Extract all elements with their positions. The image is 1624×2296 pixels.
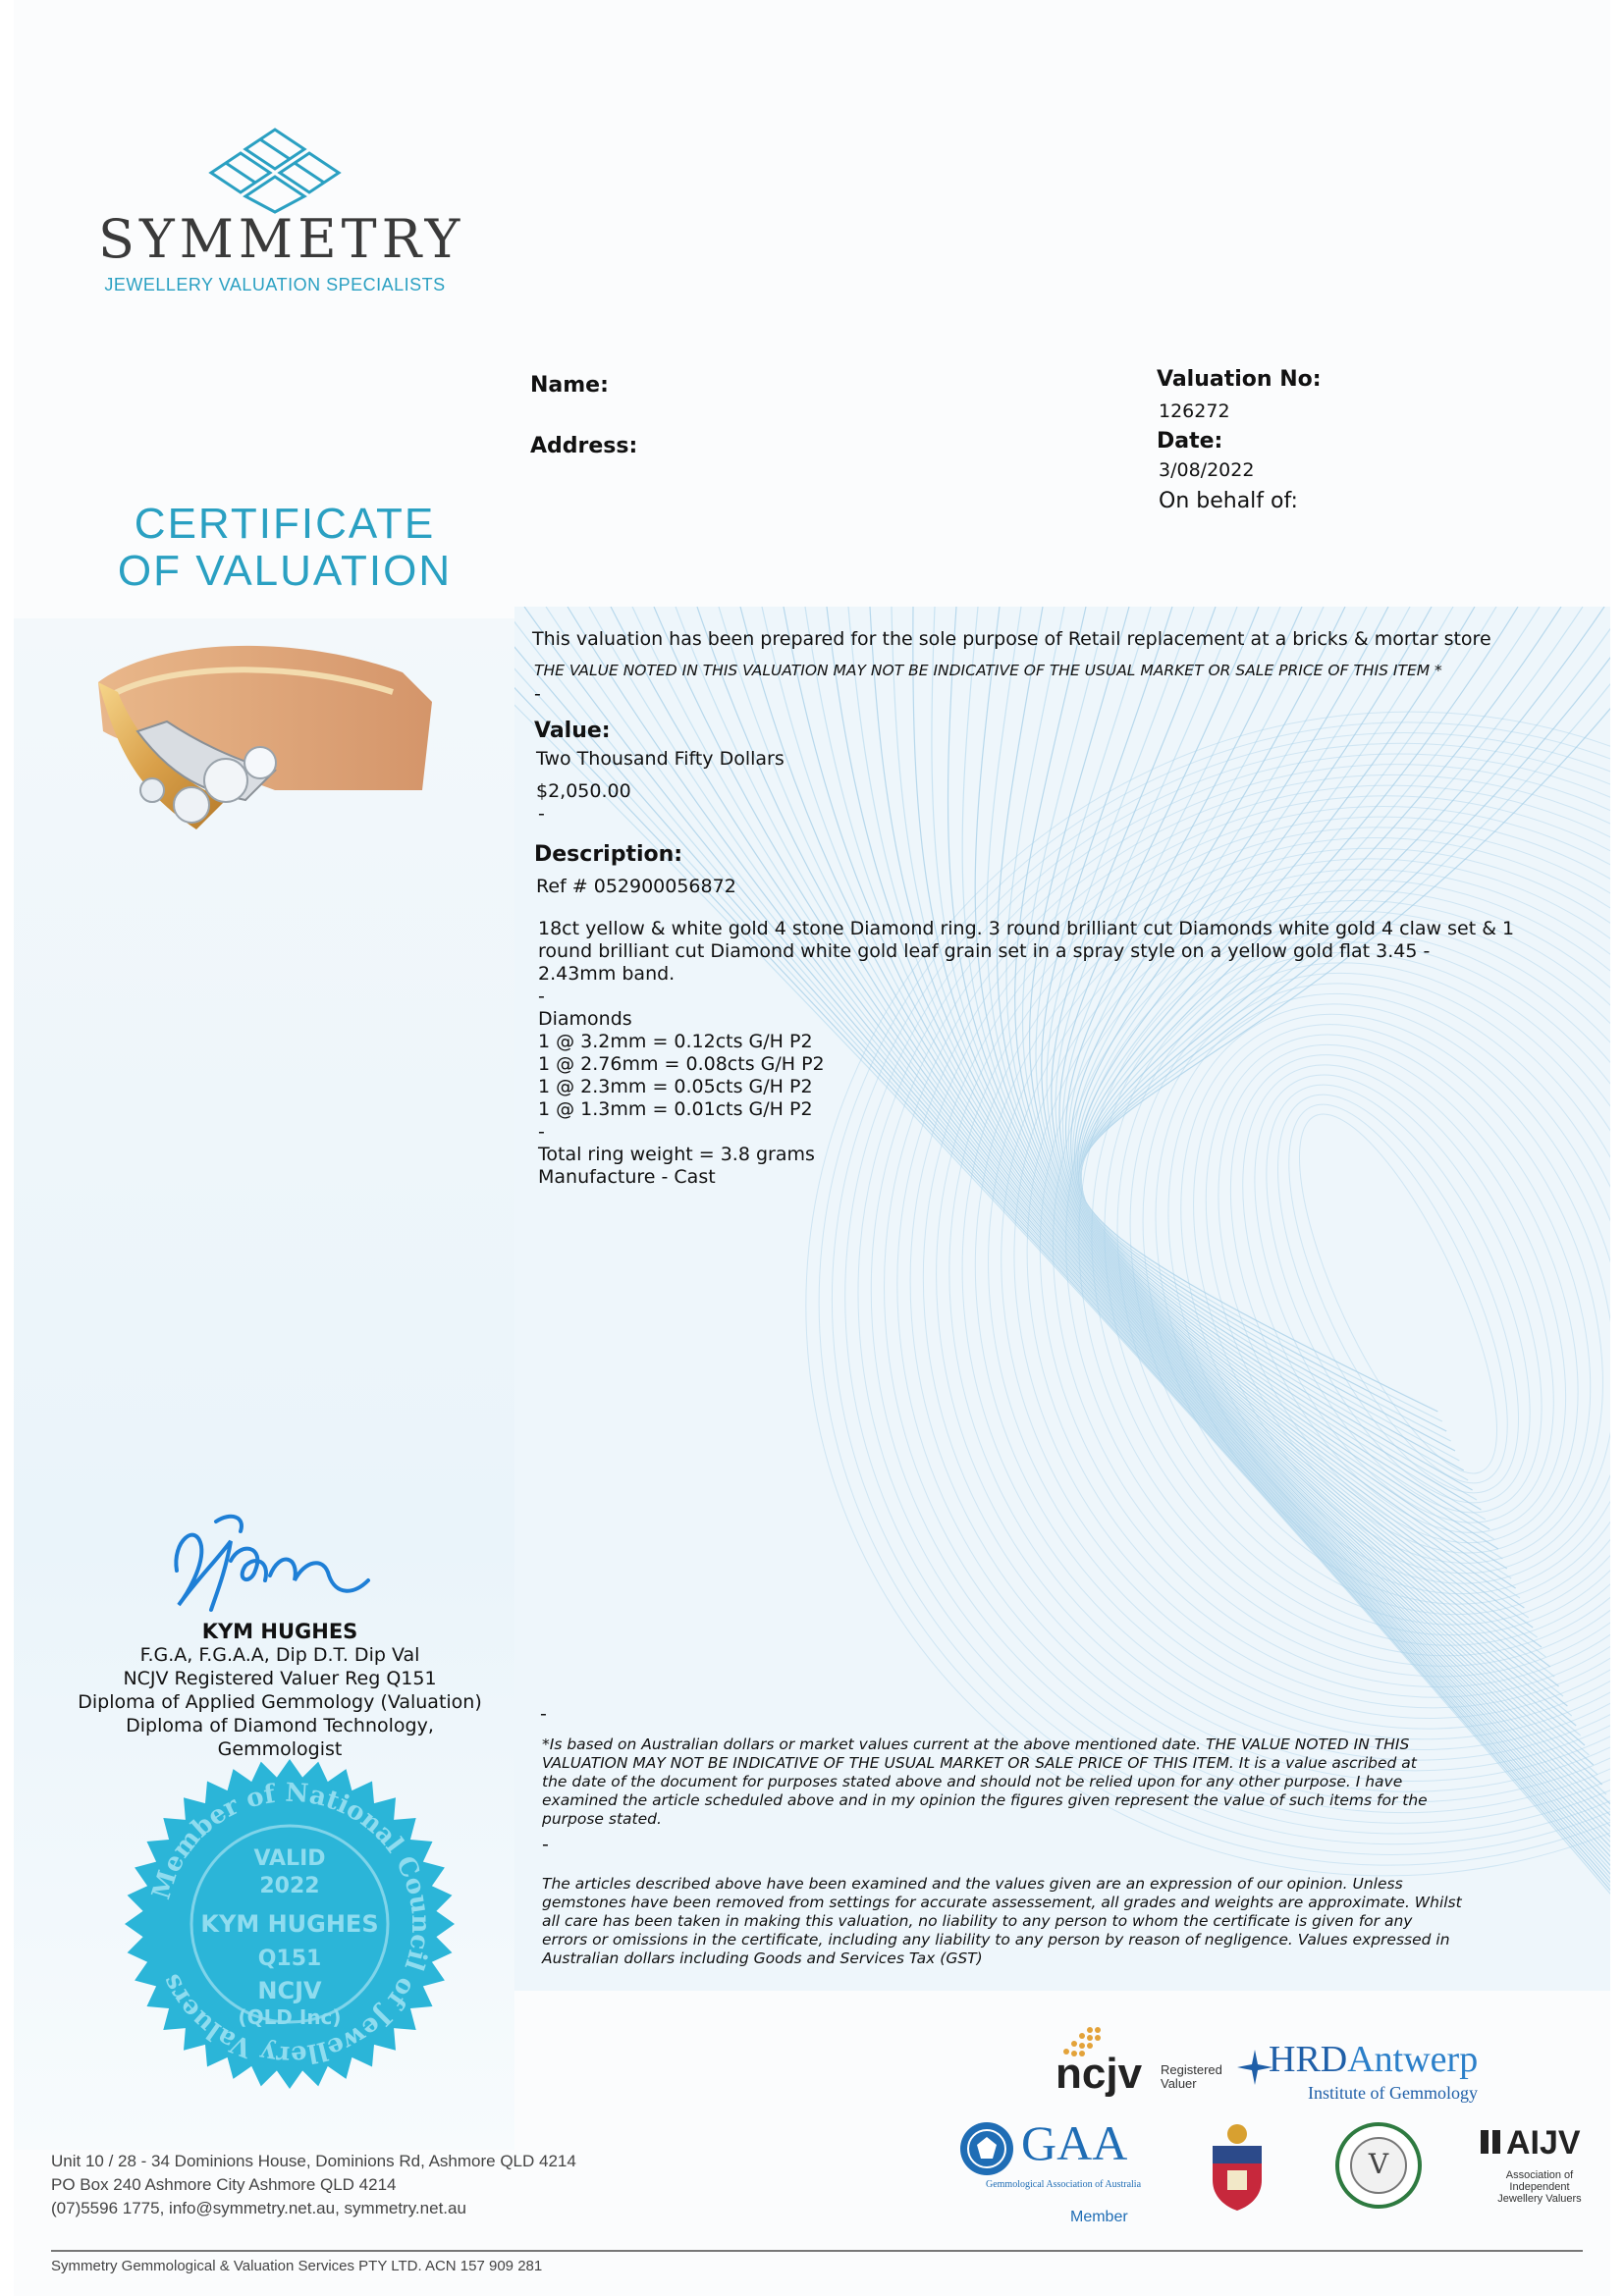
signer-credential: Diploma of Diamond Technology,: [126, 1715, 434, 1736]
certificate-title-line-1: CERTIFICATE: [134, 500, 436, 548]
value-label: Value:: [534, 719, 611, 743]
valuation-purpose: This valuation has been prepared for the sole purpose of Retail replacement at a bricks & mortar store: [532, 628, 1491, 650]
hrd-logo: [1269, 2038, 1478, 2081]
name-label: Name:: [530, 373, 609, 398]
valuation-date: 3/08/2022: [1159, 459, 1255, 481]
signer-name: KYM HUGHES: [201, 1620, 358, 1643]
footnote-value-basis: [542, 1735, 1563, 1829]
signer-credential: NCJV Registered Valuer Reg Q151: [123, 1668, 437, 1689]
total-weight: Total ring weight = 3.8 grams: [538, 1144, 815, 1165]
gaa-logo-subtitle: Gemmological Association of Australia: [985, 2179, 1142, 2190]
description-line: round brilliant cut Diamond white gold leaf grain set in a spray style on a yellow gold flat 3.45 -: [538, 940, 1431, 962]
brand-name: SYMMETRY: [98, 208, 465, 270]
footer-address-line: PO Box 240 Ashmore City Ashmore QLD 4214: [51, 2175, 397, 2194]
aijv-sub-line: Independent: [1509, 2181, 1570, 2193]
ring-photo: [79, 643, 461, 869]
certificate-title-line-2: OF VALUATION: [117, 547, 453, 595]
aijv-mark-icon: [1481, 2130, 1500, 2154]
footnote-line: The articles described above have been examined and the values given are an expression of our opinion. Unless: [542, 1875, 1403, 1893]
address-label: Address:: [530, 434, 638, 458]
signer-credential: Diploma of Applied Gemmology (Valuation): [78, 1691, 482, 1713]
certificate-title: [88, 501, 481, 595]
gemmological-crest-icon: [1198, 2116, 1276, 2215]
separator-dash: -: [538, 1121, 545, 1143]
svg-text:(QLD Inc): (QLD Inc): [238, 2005, 342, 2029]
value-words: Two Thousand Fifty Dollars: [536, 748, 785, 770]
footnote-line: examined the article scheduled above and in my opinion the figures given represent the value of such items for the: [542, 1791, 1428, 1809]
footer-address: [51, 2150, 679, 2220]
brand-tagline: JEWELLERY VALUATION SPECIALISTS: [104, 275, 446, 294]
footnote-line: *Is based on Australian dollars or market values current at the above mentioned date. THE VALUE NOTED IN THIS: [542, 1735, 1410, 1753]
valuation-no-label: Valuation No:: [1157, 367, 1322, 392]
handwritten-signature: [157, 1502, 383, 1620]
diamond-line: 1 @ 2.3mm = 0.05cts G/H P2: [538, 1076, 813, 1097]
svg-text:Q151: Q151: [257, 1947, 322, 1971]
separator-dash: -: [538, 986, 545, 1007]
separator-dash: -: [534, 683, 541, 705]
signer-credential: F.G.A, F.G.A.A, Dip D.T. Dip Val: [139, 1644, 420, 1666]
footer-address-line: Unit 10 / 28 - 34 Dominions House, Dominions Rd, Ashmore QLD 4214: [51, 2152, 576, 2170]
valuation-no: 126272: [1159, 400, 1230, 422]
manufacture: Manufacture - Cast: [538, 1166, 716, 1188]
svg-text:KYM HUGHES: KYM HUGHES: [200, 1910, 379, 1938]
ncjv-sub-line: Registered: [1161, 2062, 1222, 2077]
footnote-liability: [542, 1875, 1573, 1968]
aijv-logo-text: AIJV: [1506, 2124, 1581, 2162]
hrd-star-icon: [1237, 2050, 1272, 2085]
diamond-line: 1 @ 3.2mm = 0.12cts G/H P2: [538, 1031, 813, 1052]
description-body: [538, 918, 1514, 1189]
svg-text:2022: 2022: [259, 1874, 320, 1898]
separator-dash: -: [538, 803, 545, 825]
footnote-line: all care has been taken in making this valuation, no liability to any person to whom the certificate is given for any: [542, 1912, 1413, 1930]
footer-company: Symmetry Gemmological & Valuation Services PTY LTD. ACN 157 909 281: [51, 2258, 543, 2274]
aijv-sub-line: Association of: [1505, 2169, 1574, 2181]
hrd-logo-subtitle: Institute of Gemmology: [1308, 2083, 1478, 2103]
diamond-line: 1 @ 1.3mm = 0.01cts G/H P2: [538, 1098, 813, 1120]
footnote-line: Australian dollars including Goods and Services Tax (GST): [542, 1949, 983, 1967]
date-label: Date:: [1157, 429, 1223, 454]
aijv-logo-subtitle: [1481, 2169, 1598, 2205]
footnote-line: the date of the document for purposes stated above and should not be relied upon for any other purpose. I have: [542, 1773, 1403, 1790]
diamond-line: 1 @ 2.76mm = 0.08cts G/H P2: [538, 1053, 825, 1075]
footnote-line: gemstones have been removed from settings for accurate assessement, all grades and weights are approximate. Whilst: [542, 1894, 1462, 1911]
signer-credential: Gemmologist: [217, 1738, 343, 1760]
ncjv-sub-line: Valuer: [1161, 2076, 1197, 2091]
hrd-logo-part: Antwerp: [1347, 2039, 1479, 2080]
ncjv-logo-subtitle: [1161, 2063, 1222, 2091]
separator-dash: -: [540, 1703, 547, 1725]
footnote-line: purpose stated.: [542, 1810, 662, 1828]
svg-text:NCJV: NCJV: [257, 1977, 322, 2004]
symmetry-diamond-logo-icon: [201, 126, 349, 214]
footer-divider: [51, 2250, 1583, 2252]
separator-dash: -: [542, 1834, 549, 1855]
description-line: 2.43mm band.: [538, 963, 676, 985]
description-ref: Ref # 052900056872: [536, 876, 736, 897]
ncjv-member-seal: [123, 1757, 457, 2091]
aijv-sub-line: Jewellery Valuers: [1497, 2193, 1582, 2205]
signer-block: [59, 1620, 501, 1761]
gaa-member-label: Member: [1070, 2209, 1128, 2225]
description-label: Description:: [534, 842, 683, 867]
on-behalf-label: On behalf of:: [1159, 489, 1298, 513]
aijv-logo: [1481, 2124, 1581, 2163]
svg-text:VALID: VALID: [253, 1846, 326, 1871]
hrd-logo-part: HRD: [1269, 2039, 1348, 2080]
ncjv-logo: ncjv: [1056, 2050, 1143, 2098]
valuers-badge-letter: V: [1368, 2148, 1389, 2180]
gaa-globe-icon: [958, 2120, 1015, 2177]
svg-text:Member of National Council of: Member of National Council of Jewellery Valuers: [146, 1778, 436, 2070]
diamonds-title: Diamonds: [538, 1008, 632, 1030]
gaa-logo: GAA: [1021, 2115, 1128, 2170]
accreditation-logos: [943, 2012, 1591, 2238]
footnote-line: errors or omissions in the certificate, including any liability to any person by reason of negligence. Values expressed in: [542, 1931, 1450, 1949]
value-amount: $2,050.00: [536, 780, 631, 802]
description-line: 18ct yellow & white gold 4 stone Diamond ring. 3 round brilliant cut Diamonds white gold 4 claw set & 1: [538, 918, 1515, 939]
footer-address-line: (07)5596 1775, info@symmetry.net.au, symmetry.net.au: [51, 2199, 466, 2217]
footnote-line: VALUATION MAY NOT BE INDICATIVE OF THE USUAL MARKET OR SALE PRICE OF THIS ITEM. It is a value ascribed at: [542, 1754, 1417, 1772]
market-disclaimer: THE VALUE NOTED IN THIS VALUATION MAY NOT BE INDICATIVE OF THE USUAL MARKET OR SALE PRICE OF THIS ITEM *: [534, 662, 1442, 679]
